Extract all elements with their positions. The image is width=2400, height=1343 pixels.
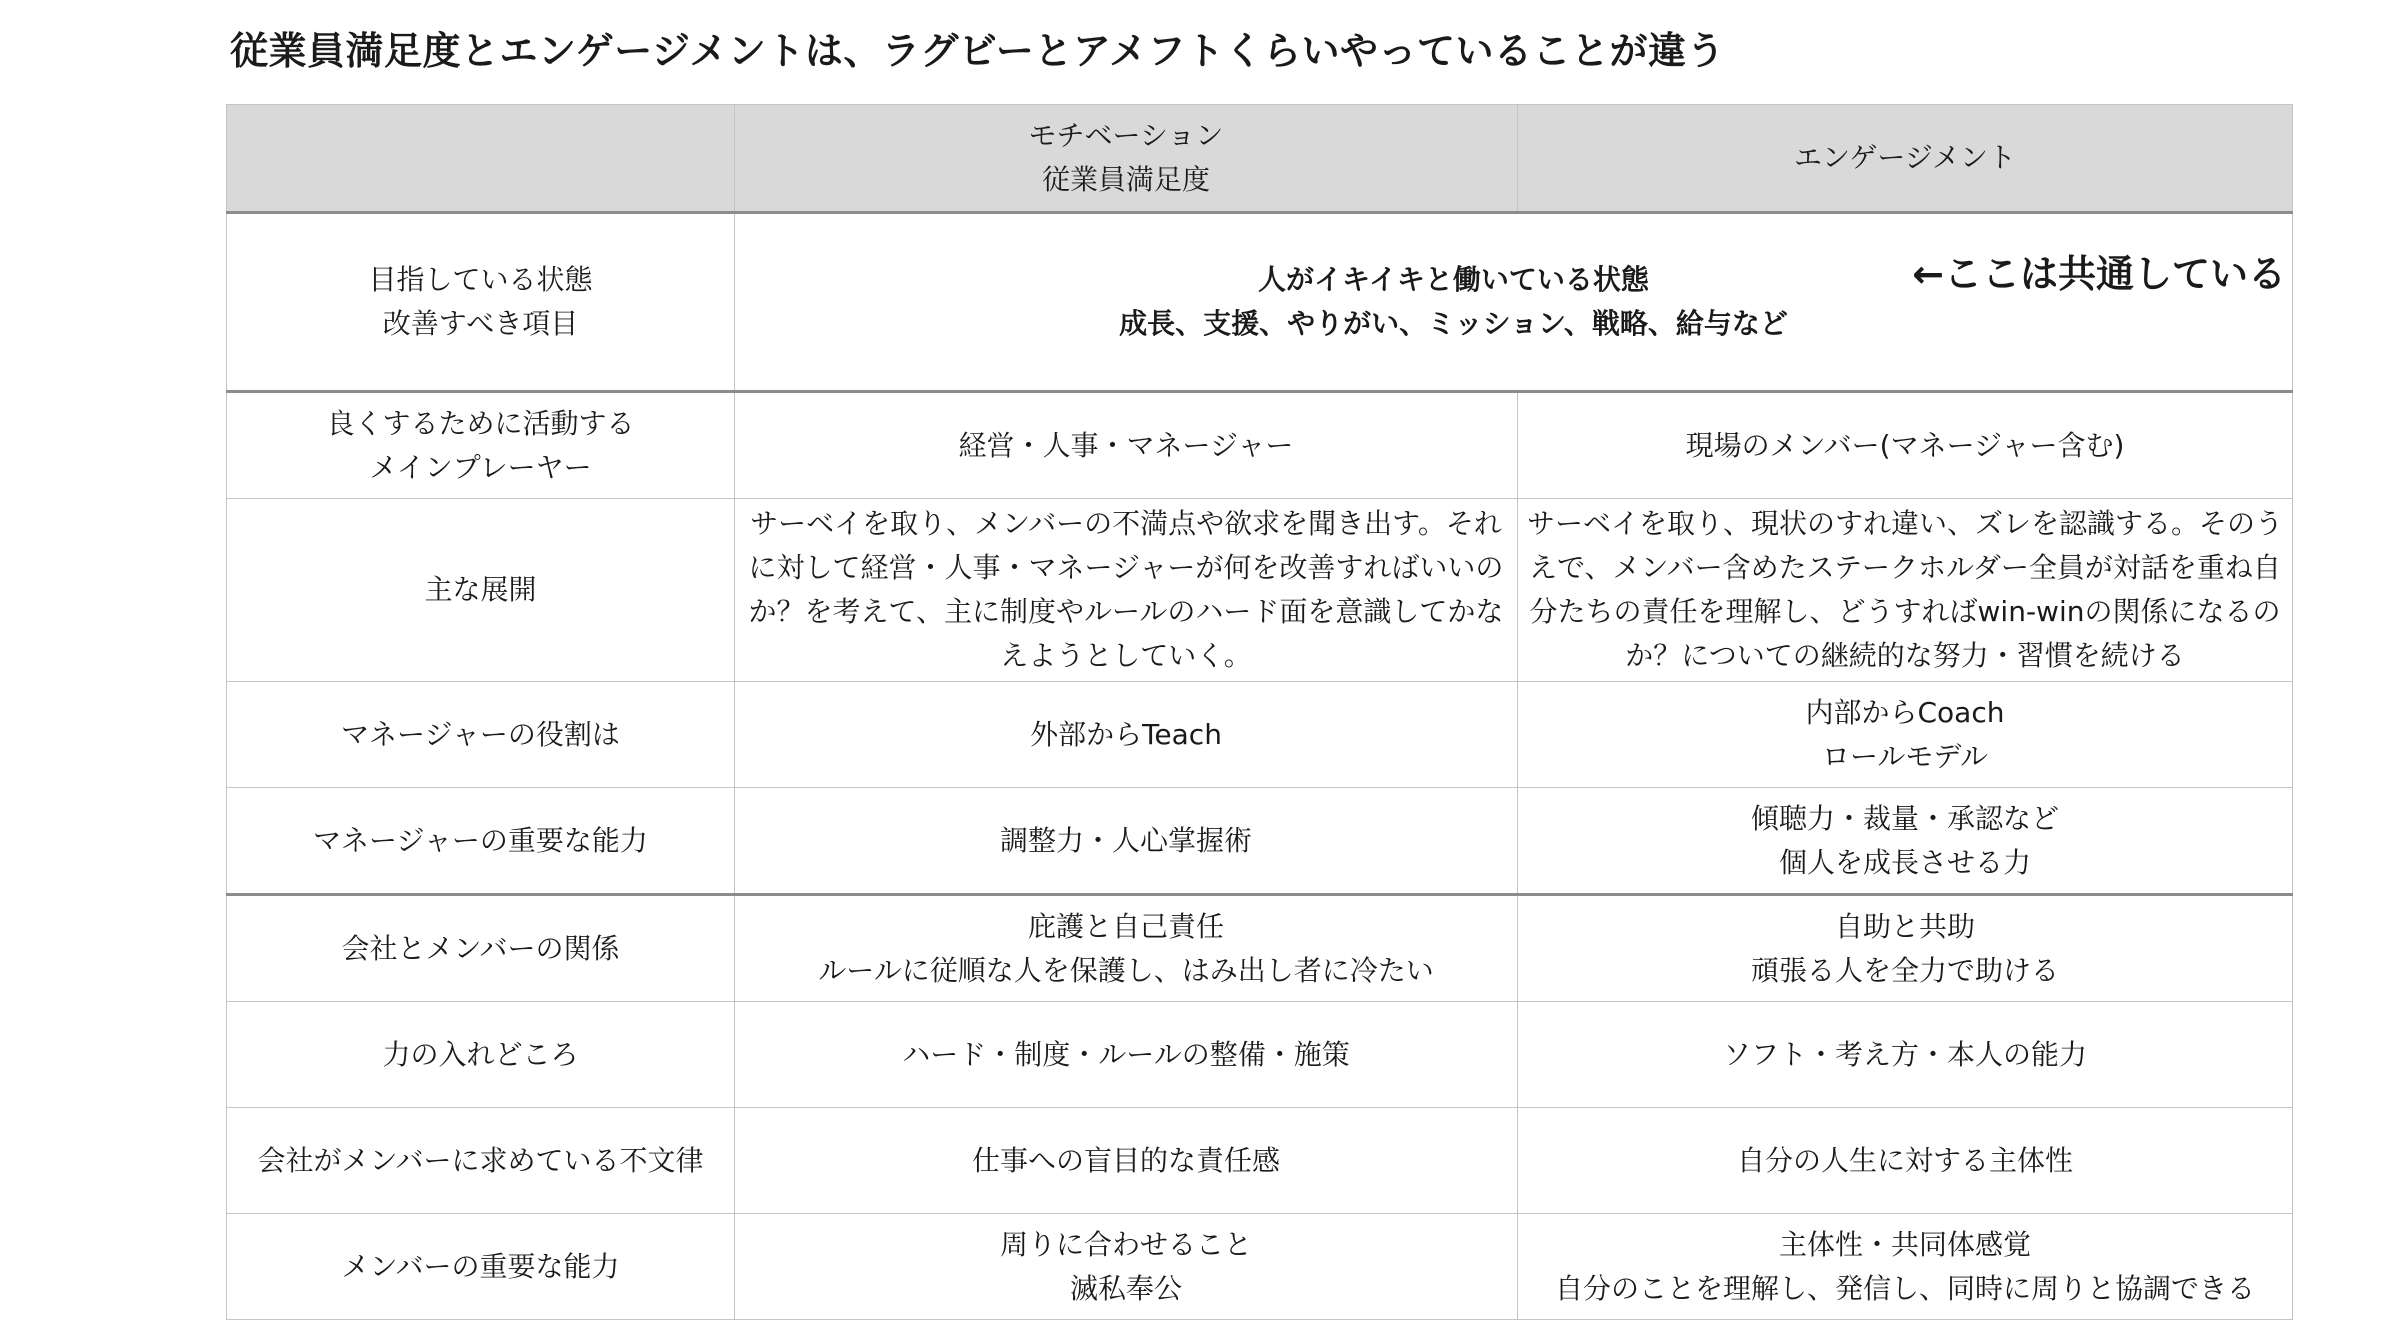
motivation-cell: サーベイを取り、メンバーの不満点や欲求を聞き出す。それに対して経営・人事・マネージャーが何を改善すればいいのか？を考えて、主に制度やルールのハード面を意識してかなえようとしていく。 [735, 499, 1518, 682]
table-row [227, 788, 2293, 895]
row-label: マネージャーの役割は [227, 682, 735, 788]
header-motivation: モチベーション 従業員満足度 [735, 105, 1518, 213]
row-label: メンバーの重要な能力 [227, 1214, 735, 1320]
motivation-cell: 調整力・人心掌握術 [735, 788, 1518, 895]
engagement-cell: 現場のメンバー(マネージャー含む) [1518, 392, 2293, 499]
table-row [227, 1108, 2293, 1214]
table-row [227, 1002, 2293, 1108]
row-label-goal: 目指している状態 改善すべき項目 [227, 213, 735, 392]
table-row [227, 895, 2293, 1002]
motivation-cell: 仕事への盲目的な責任感 [735, 1108, 1518, 1214]
page-title: 従業員満足度とエンゲージメントは、ラグビーとアメフトくらいやっていることが違う [230, 29, 1726, 73]
motivation-cell: ハード・制度・ルールの整備・施策 [735, 1002, 1518, 1108]
row-label: 会社とメンバーの関係 [227, 895, 735, 1002]
table-row [227, 1214, 2293, 1320]
table-row [227, 392, 2293, 499]
engagement-cell: 内部からCoach ロールモデル [1518, 682, 2293, 788]
row-label: 力の入れどころ [227, 1002, 735, 1108]
engagement-cell: 傾聴力・裁量・承認など 個人を成長させる力 [1518, 788, 2293, 895]
row-label: マネージャーの重要な能力 [227, 788, 735, 895]
table-row [227, 499, 2293, 682]
table-row-goal [227, 213, 2293, 392]
table-row [227, 682, 2293, 788]
engagement-cell: 自助と共助 頑張る人を全力で助ける [1518, 895, 2293, 1002]
engagement-cell: 主体性・共同体感覚 自分のことを理解し、発信し、同時に周りと協調できる [1518, 1214, 2293, 1320]
comparison-table [226, 104, 2293, 1320]
row-label: 会社がメンバーに求めている不文律 [227, 1108, 735, 1214]
motivation-cell: 周りに合わせること 滅私奉公 [735, 1214, 1518, 1320]
header-engagement: エンゲージメント [1518, 105, 2293, 213]
engagement-cell: サーベイを取り、現状のすれ違い、ズレを認識する。そのうえで、メンバー含めたステークホルダー全員が対話を重ね自分たちの責任を理解し、どうすればwin-winの関係になるのか？についての継続的な努力・習慣を続ける [1518, 499, 2293, 682]
row-label: 主な展開 [227, 499, 735, 682]
header-empty-cell [227, 105, 735, 213]
motivation-cell: 外部からTeach [735, 682, 1518, 788]
row-label: 良くするために活動する メインプレーヤー [227, 392, 735, 499]
motivation-cell: 経営・人事・マネージャー [735, 392, 1518, 499]
shared-goal-cell [735, 213, 2293, 392]
engagement-cell: 自分の人生に対する主体性 [1518, 1108, 2293, 1214]
shared-goal-text: 人がイキイキと働いている状態 成長、支援、やりがい、ミッション、戦略、給与など [1119, 263, 1788, 340]
table-header-row [227, 105, 2293, 213]
shared-note: ←ここは共通している [1912, 252, 2286, 296]
engagement-cell: ソフト・考え方・本人の能力 [1518, 1002, 2293, 1108]
motivation-cell: 庇護と自己責任 ルールに従順な人を保護し、はみ出し者に冷たい [735, 895, 1518, 1002]
